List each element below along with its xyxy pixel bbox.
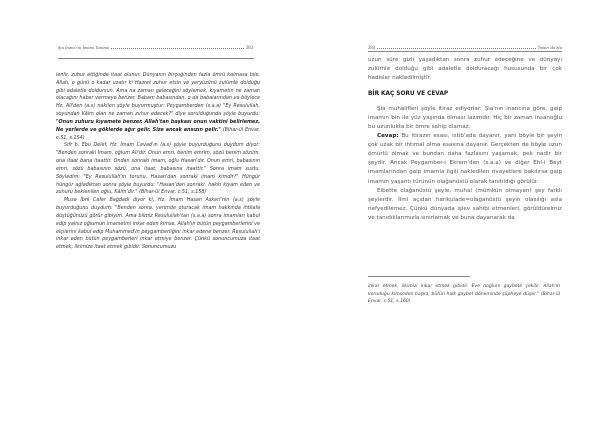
right-body-text (368, 56, 562, 223)
bold-text-run: Cevap: (377, 133, 399, 140)
bold-text-run: "Onun zuhuru kıyamete benzer. Allah'tan başkası onun vaktini belirlemez. Ne yerlerde ve göklerde ağır gelir. Size ancak ansızın gelir." (56, 118, 260, 133)
paragraph (56, 142, 260, 197)
text-run: (Bihar-ül Envar, c.51, s.154) (56, 126, 260, 141)
footnote-rule (368, 276, 470, 277)
text-run: Sıfr b. Ebu Delef, Hz. İmam Cevad'ın (a.s) şöyle buyurduğunu duydum diyor: "Benden sonraki İmam, oğlum Ali'dir. Onun emri, benim emrim, sözü benim sözüm, ona itaat bana itaattir. Ondan sonraki imam, oğlu Hasan'dır. Onun emri, babasının emri, sözü babasının sözü, ona itaat, babasına itaattir." Sonra imam sustu. Söyledim: "Ey Resulullah'ın torunu, Hasan'dan sonraki imam kimdir?" Hüngür hüngür ağladıktan sonra şöyle buyurdu: "Hasan'dan sonraki, hakkı kıyam eden ve zuhuru beklenilen oğlu, Kâim'dir." (Bihar-ül Envar, c.51, s.158) (56, 142, 260, 196)
left-header-rule (58, 58, 254, 59)
paragraph (368, 105, 562, 132)
right-header-title: İnkarı'da Şia (538, 45, 562, 50)
text-run: Şia muhalifleri şöyle itiraz ediyorlar: Şia'nın inancına göre, gaip imamın bin ile yüz yaşında olması lazımdır. Hiç bir zaman insanoğlu bu uzunlukta bir ömre sahip olamaz. (368, 106, 562, 131)
section-heading: BİR KAÇ SORU VE CEVAP (368, 91, 449, 98)
paragraph (56, 72, 260, 142)
paragraph (368, 187, 562, 223)
text-run: Bu itirazın esası, istib'ada dayanır, yani böyle bir şeyin çok uzak bir ihtimal olma esasına dayanır. Gerçekten de böyle uzun ömürlü olmak ve bundan daha fazlasını yaşamak, pek nadir bir şeydir. Ancak Peygamber-i Ekrem'den (s.a.a) ve diğer Ehl-i Beyt imamlarından gaip imamla ilgili nakledilen rivayetlere bakılırsa gaip imamın yaşantı türünün olağanüstü olarak tanıtıldığı görülür. (368, 133, 562, 185)
left-page-number: 283 (245, 46, 253, 51)
right-paragraphs-top (368, 56, 562, 83)
text-run: uzun süre gizli yaşadıktan sonra zuhur edeceğine ve dünyayı zulümle dolduğu gibi adaletle dolduracağı hususunda bir çok hadisler nakledilmiştir. (368, 57, 562, 82)
right-paragraphs-bottom (368, 105, 562, 223)
right-page (300, 0, 600, 424)
paragraph (368, 132, 562, 186)
header-leader-dots (377, 44, 536, 49)
right-header-rule (368, 51, 562, 52)
text-run: lenlir, zuhur ettiğinde itaat olunur. Dünyanın birçoğinden fazla ömrü kalmasa bile, Allah, o günü o kadar uzatır ki Hazret zuhur etsin ve yeryüzünü zulümle dolduğu gibi adaletle doldursun. Ama na zaman geleceğini söylemek, kıyametin ne zaman olacağını haber vermeye benzer. Babam babasından, o da babalarından ve böylece Hz. Ali'den (a.s) nakilen şöyle buyurmuştur: Peygamberden (s.a.a) "Ey Resulullah, soyundan Kâim olan ne zaman zuhur edecek?" diye sorulduğunda şöyle buyurdu: (56, 72, 260, 118)
left-page-header (58, 44, 253, 54)
right-page-number: 284 (368, 46, 376, 51)
footnote: inkar etmek, ilkimizi inkar etmek gibidir. Eve noğlum gaybete çekilir. Allah'ın koruduğu kimseden başka, bütün halk gaybet döneminde şüpheye düşer." (Bihar-ül Envar, c.51, s.160) (368, 284, 560, 305)
left-header-title: Şia İnancı'nı İmamı Tanıma (58, 45, 109, 50)
text-run: Elbette olağanüstü şeyle, muhal (mümkün olmayan) şey farklı şeylerdir. İlmi açıdan harikulade=olağanüstü şeyin olasılığı asla nefyedilemez. Çünkü dünyada işlev sahibi etmenleri, görüldürelmiz ve tanıdıklarımızla sınırlamak ve buna dayanarak da (368, 187, 562, 221)
right-page-header (368, 44, 562, 54)
paragraph (368, 56, 562, 83)
text-run: Musa İbni Cafer Bağdadi diyor ki, Hz. İmam Hasan Askeri'nin (a.s) şöyle buyurduğunu duydum: "Benden sonra, yerimde oturacak imam hakkında ihtilafa düştüğünüzü görür gibiyim. Ama bilmiz Resulullah'tan (s.a.a) sonra imamları kabul edip yalnız oğlumun imametini inkar eden kimse, Allah'ın bütün peygamberlerini ve elçilerini kabul edip Muhammed'in peygamberliğini inkar edene benzer. Resulullah'ı inkar eden bütün peygamberleri inkar etmiye benzer. Çünkü sonuncumuza itaat etmek, ilkimize itaat etmek gibidir. Sonuncumuzu (56, 197, 260, 251)
header-leader-dots (111, 44, 244, 49)
paragraph (56, 197, 260, 252)
left-body-text (56, 72, 260, 252)
